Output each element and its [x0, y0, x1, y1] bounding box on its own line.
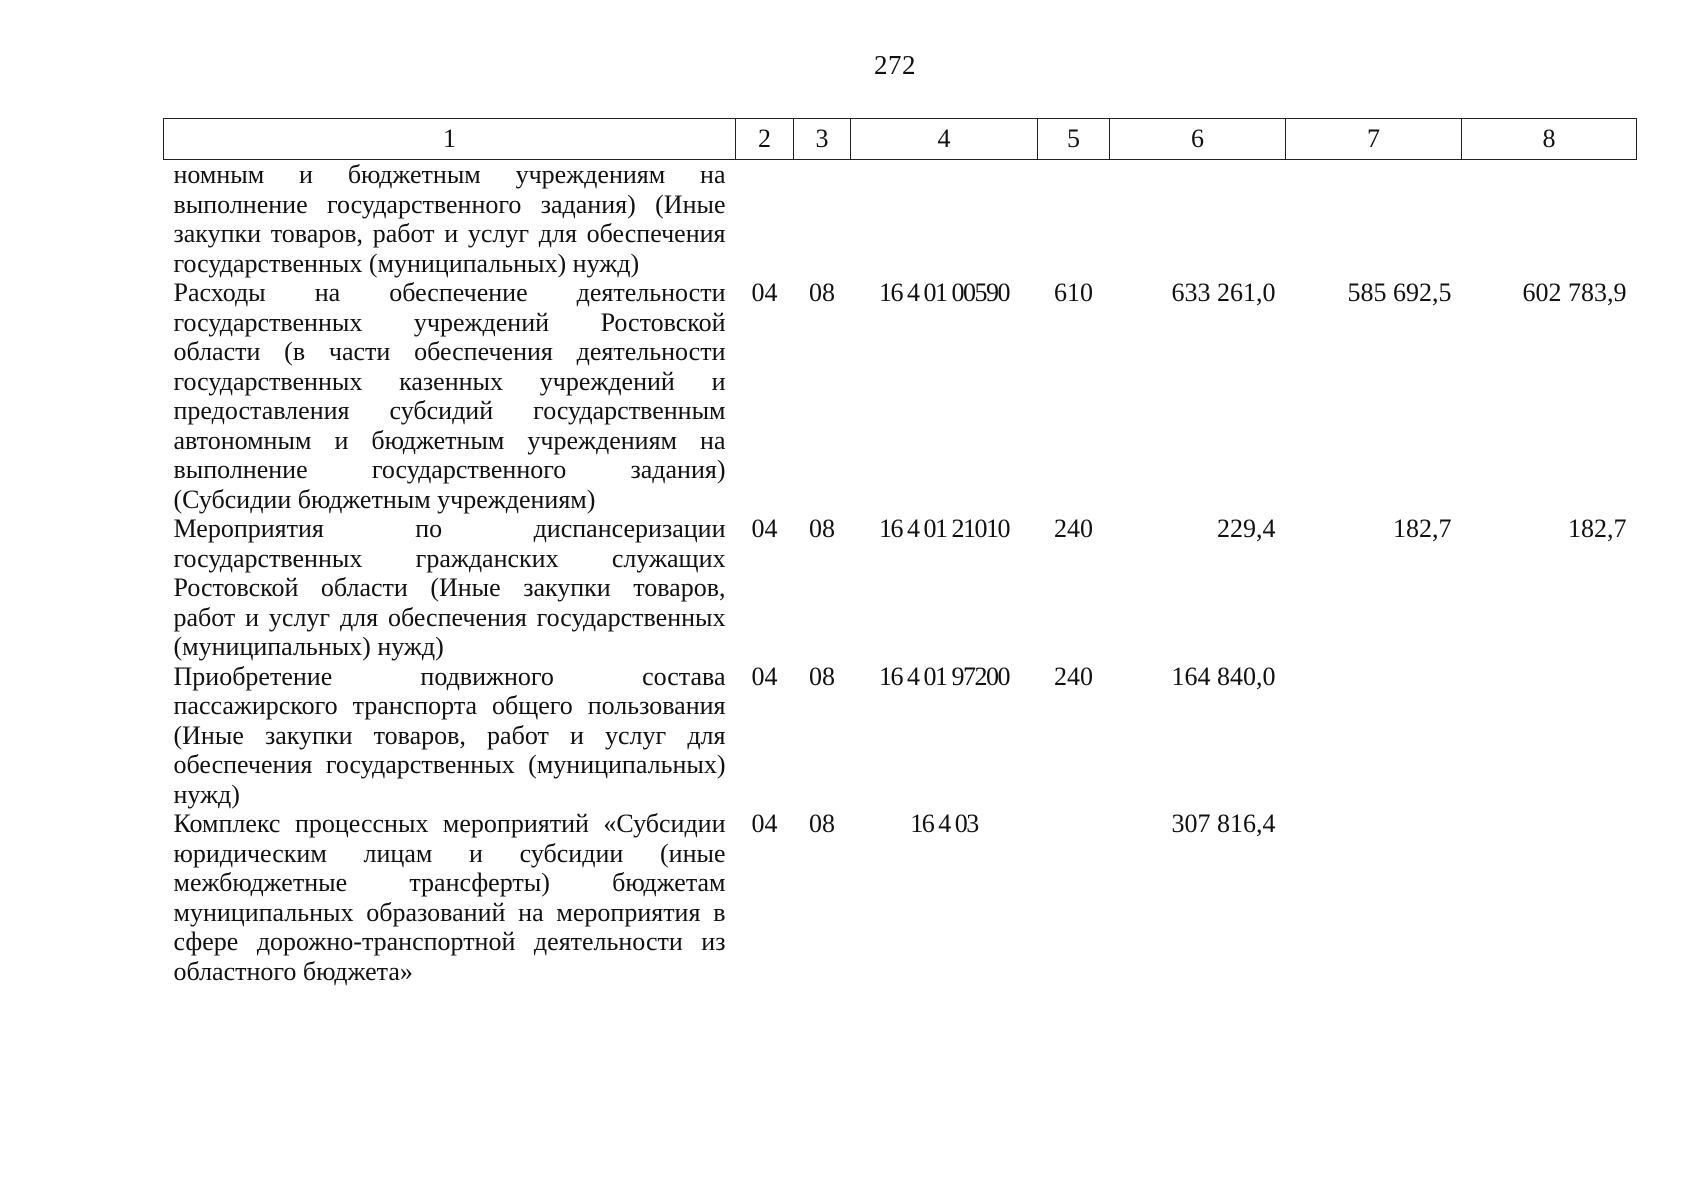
row-expense-type — [1038, 160, 1110, 279]
row-description: Расходы на обеспечение деятельности государственных учреждений Ростовской области (в части обеспечения деятельности государственных казенных учреждений и предоставления субсидий государственным автономным и бюджетным учреждениям на выполнение государственного задания) (Субсидии бюджетным учреждениям) — [173, 278, 726, 514]
row-subsection: 08 — [809, 514, 835, 543]
row-subsection: 08 — [809, 809, 835, 838]
table-row — [164, 809, 1637, 986]
row-amount-col8: 182,7 — [1568, 514, 1627, 543]
row-section: 04 — [751, 809, 778, 838]
row-target-code: 16 4 01 00590 — [879, 278, 1009, 307]
table-row — [164, 662, 1637, 810]
header-col-2: 2 — [736, 119, 794, 160]
table-row — [164, 514, 1637, 662]
row-amount-col8 — [1462, 662, 1637, 810]
row-description: номным и бюджетным учреждениям на выполнение государственного задания) (Иные закупки товаров, работ и услуг для обеспечения государственных (муниципальных) нужд) — [173, 160, 726, 278]
table-row — [164, 278, 1637, 514]
header-row — [164, 119, 1637, 160]
page-number: 272 — [874, 50, 916, 80]
table-body — [164, 160, 1637, 987]
row-subsection: 08 — [809, 278, 835, 307]
row-amount-col8 — [1462, 809, 1637, 986]
header-col-3: 3 — [794, 119, 851, 160]
row-amount-col8: 602 783,9 — [1522, 278, 1627, 307]
row-amount-col7 — [1286, 809, 1462, 986]
header-col-6: 6 — [1110, 119, 1286, 160]
row-amount-col6: 307 816,4 — [1171, 809, 1276, 838]
row-section — [736, 160, 794, 279]
row-target-code — [851, 160, 1038, 279]
row-target-code: 16 4 03 — [910, 809, 978, 838]
row-subsection: 08 — [809, 661, 835, 691]
row-amount-col6 — [1110, 160, 1286, 279]
row-expense-type: 240 — [1054, 661, 1093, 691]
row-amount-col7: 182,7 — [1393, 514, 1452, 543]
row-expense-type — [1038, 809, 1110, 986]
table-row — [164, 160, 1637, 279]
row-section: 04 — [751, 514, 778, 543]
row-amount-col6: 633 261,0 — [1171, 278, 1276, 307]
header-col-4: 4 — [851, 119, 1038, 160]
row-amount-col7 — [1286, 160, 1462, 279]
header-col-7: 7 — [1286, 119, 1462, 160]
row-amount-col6: 229,4 — [1217, 514, 1276, 543]
row-amount-col6: 164 840,0 — [1171, 661, 1276, 691]
header-col-8: 8 — [1462, 119, 1637, 160]
row-expense-type: 240 — [1054, 514, 1093, 543]
row-amount-col8 — [1462, 160, 1637, 279]
row-amount-col7 — [1286, 662, 1462, 810]
row-section: 04 — [751, 278, 778, 307]
row-subsection — [794, 160, 851, 279]
row-section: 04 — [751, 661, 778, 691]
row-target-code: 16 4 01 97200 — [879, 661, 1009, 691]
budget-table — [163, 118, 1637, 986]
row-description: Приобретение подвижного состава пассажирского транспорта общего пользования (Иные закупки товаров, работ и услуг для обеспечения государственных (муниципальных) нужд) — [173, 661, 726, 809]
header-col-5: 5 — [1038, 119, 1110, 160]
header-col-1: 1 — [164, 119, 736, 160]
table-header — [164, 119, 1637, 160]
row-description: Комплекс процессных мероприятий «Субсидии юридическим лицам и субсидии (иные межбюджетные трансферты) бюджетам муниципальных образований на мероприятия в сфере дорожно-транспортной деятельности из областного бюджета» — [173, 809, 726, 986]
row-target-code: 16 4 01 21010 — [879, 514, 1009, 543]
row-expense-type: 610 — [1054, 278, 1093, 307]
row-amount-col7: 585 692,5 — [1347, 278, 1452, 307]
row-description: Мероприятия по диспансеризации государственных гражданских служащих Ростовской области (Иные закупки товаров, работ и услуг для обеспечения государственных (муниципальных) нужд) — [173, 514, 726, 661]
